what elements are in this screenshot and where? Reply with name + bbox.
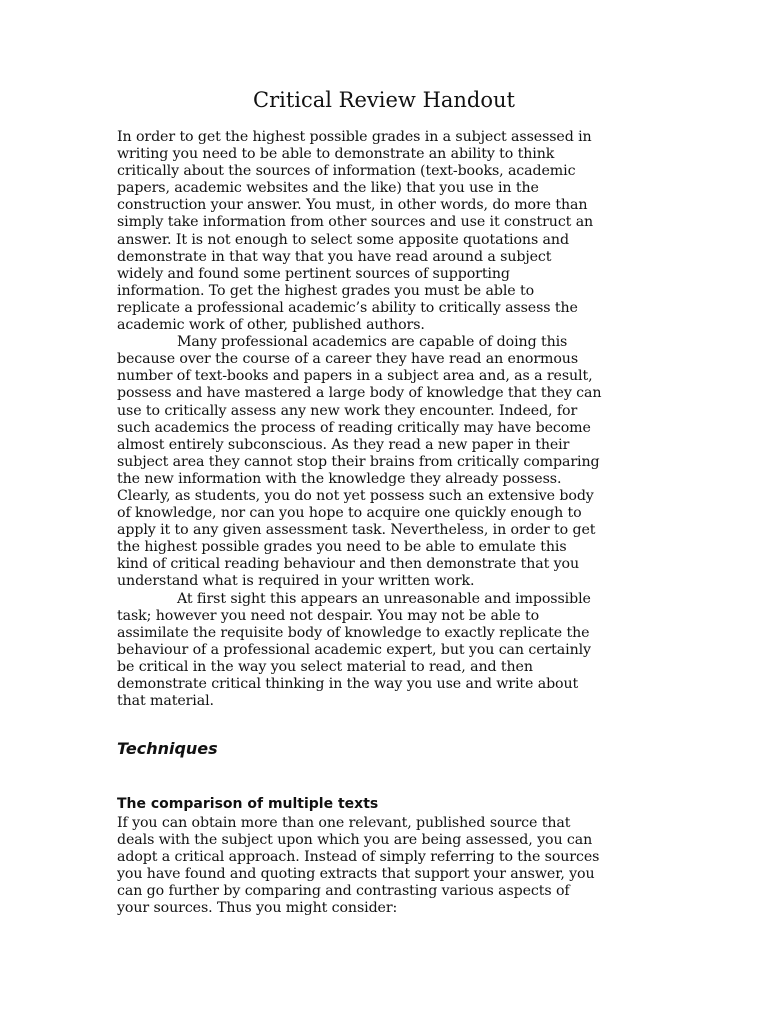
text-line: the new information with the knowledge they already possess. [117,470,562,487]
text-line: that material. [117,693,214,710]
text-line: demonstrate critical thinking in the way you use and write about [117,676,579,692]
text-line: possess and have mastered a large body of knowledge that they can [117,385,602,402]
text-line: use to critically assess any new work they encounter. Indeed, for [117,402,578,419]
text-line: of knowledge, nor can you hope to acquire one quickly enough to [117,505,582,522]
text-line: adopt a critical approach. Instead of simply referring to the sources [117,849,600,866]
text-line: understand what is required in your written work. [117,573,475,590]
text-line: task; however you need not despair. You may not be able to [117,607,540,624]
text-line: behaviour of a professional academic expert, but you can certainly [117,641,591,658]
text-line: critically about the sources of information (text-books, academic [117,163,576,180]
text-line: Many professional academics are capable of doing this [177,334,568,351]
page-title: Critical Review Handout [253,88,515,112]
text-line: widely and found some pertinent sources of supporting [117,265,510,282]
text-line: deals with the subject upon which you are being assessed, you can [117,832,593,849]
text-line: demonstrate in that way that you have read around a subject [117,248,552,265]
text-line: academic work of other, published authors. [117,317,425,334]
text-line: you have found and quoting extracts that support your answer, you [117,866,595,883]
text-line: papers, academic websites and the like) that you use in the [117,180,539,197]
text-line: In order to get the highest possible grades in a subject assessed in [117,129,592,145]
text-line: number of text-books and papers in a subject area and, as a result, [117,368,593,385]
subsection-heading: The comparison of multiple texts [117,796,379,812]
intro-text [117,129,657,710]
text-line: subject area they cannot stop their brains from critically comparing [117,453,600,470]
text-line: replicate a professional academic’s ability to critically assess the [117,299,578,316]
section-heading: Techniques [117,739,218,758]
text-line: simply take information from other sources and use it construct an [117,214,594,231]
text-line: the highest possible grades you need to be able to emulate this [117,539,567,556]
text-line: writing you need to be able to demonstrate an ability to think [117,146,555,163]
text-line: If you can obtain more than one relevant, published source that [117,815,571,831]
text-line: can go further by comparing and contrasting various aspects of [117,883,570,900]
text-line: Clearly, as students, you do not yet possess such an extensive body [117,487,594,504]
text-line: be critical in the way you select material to read, and then [117,658,533,675]
text-line: information. To get the highest grades you must be able to [117,282,535,299]
text-line: such academics the process of reading critically may have become [117,419,591,436]
text-line: almost entirely subconscious. As they read a new paper in their [117,436,570,453]
text-line: answer. It is not enough to select some apposite quotations and [117,231,569,248]
text-line: assimilate the requisite body of knowledge to exactly replicate the [117,624,590,641]
text-line: construction your answer. You must, in other words, do more than [117,197,588,214]
text-line: your sources. Thus you might consider: [117,900,398,917]
text-line: apply it to any given assessment task. Nevertheless, in order to get [117,522,596,539]
text-line: because over the course of a career they have read an enormous [117,351,579,368]
section-text [117,815,657,918]
text-line: kind of critical reading behaviour and then demonstrate that you [117,556,580,573]
text-line: At first sight this appears an unreasonable and impossible [177,590,591,607]
